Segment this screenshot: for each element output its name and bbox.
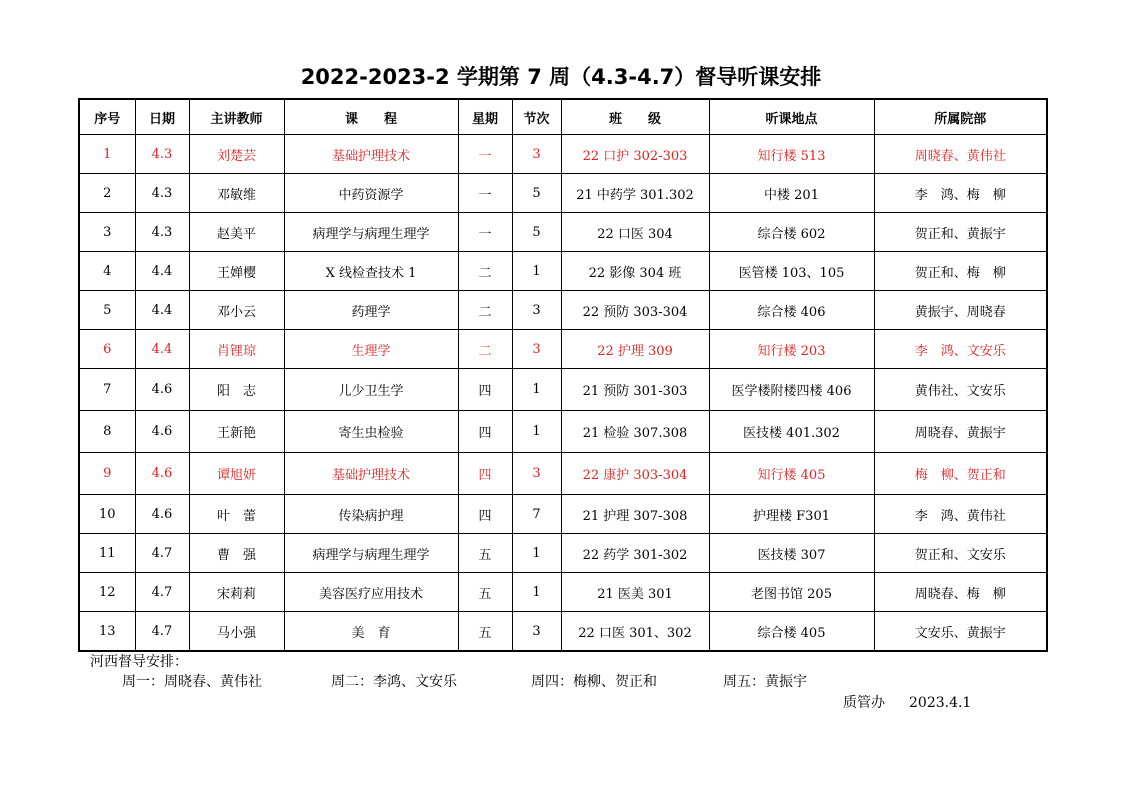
cell-department: 黄伟社、文安乐 <box>874 369 1047 411</box>
cell-weekday: 四 <box>458 495 512 534</box>
cell-department: 周晓春、黄伟社 <box>874 135 1047 174</box>
cell-class: 21 中药学 301.302 <box>561 174 709 213</box>
cell-weekday: 二 <box>458 291 512 330</box>
table-header-row <box>79 99 1047 135</box>
cell-date: 4.6 <box>135 369 189 411</box>
header-cell-date: 日期 <box>135 99 189 135</box>
cell-teacher: 王新艳 <box>189 411 284 453</box>
cell-location: 老图书馆 205 <box>709 573 874 612</box>
cell-location: 知行楼 405 <box>709 453 874 495</box>
cell-class: 22 口护 302-303 <box>561 135 709 174</box>
duty-monday: 周一：周晓春、黄伟社 <box>122 674 262 690</box>
cell-department: 李 鸿、梅 柳 <box>874 174 1047 213</box>
cell-teacher: 曹 强 <box>189 534 284 573</box>
cell-period: 3 <box>512 135 561 174</box>
table-row <box>79 453 1047 495</box>
cell-date: 4.3 <box>135 213 189 252</box>
supervision-notes <box>90 651 188 673</box>
cell-date: 4.6 <box>135 495 189 534</box>
signature-date: 2023.4.1 <box>909 695 972 711</box>
cell-index: 7 <box>79 369 135 411</box>
cell-index: 10 <box>79 495 135 534</box>
cell-date: 4.4 <box>135 330 189 369</box>
cell-period: 3 <box>512 330 561 369</box>
cell-weekday: 四 <box>458 453 512 495</box>
cell-weekday: 四 <box>458 369 512 411</box>
cell-period: 7 <box>512 495 561 534</box>
header-cell-course: 课 程 <box>284 99 458 135</box>
table-row <box>79 291 1047 330</box>
cell-location: 医技楼 401.302 <box>709 411 874 453</box>
cell-date: 4.6 <box>135 411 189 453</box>
header-cell-index: 序号 <box>79 99 135 135</box>
cell-location: 中楼 201 <box>709 174 874 213</box>
cell-location: 综合楼 405 <box>709 612 874 652</box>
cell-course: 基础护理技术 <box>284 453 458 495</box>
cell-weekday: 四 <box>458 411 512 453</box>
table-row <box>79 174 1047 213</box>
table-row <box>79 495 1047 534</box>
cell-class: 22 影像 304 班 <box>561 252 709 291</box>
cell-weekday: 一 <box>458 135 512 174</box>
cell-teacher: 邓小云 <box>189 291 284 330</box>
table-row <box>79 369 1047 411</box>
cell-class: 22 口医 301、302 <box>561 612 709 652</box>
cell-period: 1 <box>512 369 561 411</box>
cell-period: 3 <box>512 612 561 652</box>
cell-date: 4.7 <box>135 534 189 573</box>
cell-class: 22 康护 303-304 <box>561 453 709 495</box>
cell-course: 药理学 <box>284 291 458 330</box>
cell-class: 22 预防 303-304 <box>561 291 709 330</box>
header-cell-teacher: 主讲教师 <box>189 99 284 135</box>
table-row <box>79 135 1047 174</box>
cell-teacher: 肖锂琼 <box>189 330 284 369</box>
cell-location: 综合楼 602 <box>709 213 874 252</box>
table-row <box>79 411 1047 453</box>
cell-date: 4.4 <box>135 291 189 330</box>
cell-course: 病理学与病理生理学 <box>284 534 458 573</box>
cell-department: 周晓春、梅 柳 <box>874 573 1047 612</box>
cell-location: 知行楼 203 <box>709 330 874 369</box>
cell-teacher: 王婵樱 <box>189 252 284 291</box>
cell-date: 4.3 <box>135 174 189 213</box>
cell-class: 21 预防 301-303 <box>561 369 709 411</box>
cell-class: 22 护理 309 <box>561 330 709 369</box>
cell-date: 4.6 <box>135 453 189 495</box>
cell-index: 9 <box>79 453 135 495</box>
cell-date: 4.7 <box>135 612 189 652</box>
cell-date: 4.3 <box>135 135 189 174</box>
schedule-table <box>78 98 1048 652</box>
cell-course: 儿少卫生学 <box>284 369 458 411</box>
cell-location: 医学楼附楼四楼 406 <box>709 369 874 411</box>
schedule-body <box>79 135 1047 652</box>
cell-weekday: 一 <box>458 213 512 252</box>
cell-class: 22 口医 304 <box>561 213 709 252</box>
cell-weekday: 二 <box>458 330 512 369</box>
cell-index: 12 <box>79 573 135 612</box>
cell-teacher: 刘楚芸 <box>189 135 284 174</box>
cell-period: 1 <box>512 534 561 573</box>
cell-course: 美 育 <box>284 612 458 652</box>
cell-period: 1 <box>512 573 561 612</box>
duty-tuesday: 周二：李鸿、文安乐 <box>331 674 457 690</box>
cell-period: 5 <box>512 213 561 252</box>
cell-index: 6 <box>79 330 135 369</box>
cell-location: 医技楼 307 <box>709 534 874 573</box>
cell-department: 贺正和、梅 柳 <box>874 252 1047 291</box>
cell-weekday: 五 <box>458 534 512 573</box>
cell-course: 传染病护理 <box>284 495 458 534</box>
signature-block <box>843 692 971 714</box>
cell-index: 4 <box>79 252 135 291</box>
cell-period: 3 <box>512 291 561 330</box>
cell-index: 13 <box>79 612 135 652</box>
header-cell-class: 班 级 <box>561 99 709 135</box>
cell-location: 综合楼 406 <box>709 291 874 330</box>
cell-date: 4.4 <box>135 252 189 291</box>
cell-date: 4.7 <box>135 573 189 612</box>
cell-class: 22 药学 301-302 <box>561 534 709 573</box>
cell-period: 5 <box>512 174 561 213</box>
cell-index: 3 <box>79 213 135 252</box>
cell-index: 11 <box>79 534 135 573</box>
cell-location: 知行楼 513 <box>709 135 874 174</box>
table-row <box>79 252 1047 291</box>
cell-index: 5 <box>79 291 135 330</box>
cell-department: 周晓春、黄振宇 <box>874 411 1047 453</box>
table-row <box>79 213 1047 252</box>
header-cell-weekday: 星期 <box>458 99 512 135</box>
cell-class: 21 检验 307.308 <box>561 411 709 453</box>
header-cell-period: 节次 <box>512 99 561 135</box>
cell-department: 文安乐、黄振宇 <box>874 612 1047 652</box>
cell-index: 2 <box>79 174 135 213</box>
cell-class: 21 护理 307-308 <box>561 495 709 534</box>
cell-period: 3 <box>512 453 561 495</box>
cell-index: 8 <box>79 411 135 453</box>
cell-teacher: 叶 蕾 <box>189 495 284 534</box>
cell-department: 贺正和、文安乐 <box>874 534 1047 573</box>
cell-teacher: 马小强 <box>189 612 284 652</box>
cell-weekday: 五 <box>458 612 512 652</box>
cell-class: 21 医美 301 <box>561 573 709 612</box>
cell-teacher: 阳 志 <box>189 369 284 411</box>
cell-teacher: 赵美平 <box>189 213 284 252</box>
duty-friday: 周五：黄振宇 <box>723 674 807 690</box>
table-row <box>79 612 1047 652</box>
cell-location: 医管楼 103、105 <box>709 252 874 291</box>
cell-course: 寄生虫检验 <box>284 411 458 453</box>
notes-heading: 河西督导安排： <box>90 654 188 670</box>
cell-weekday: 二 <box>458 252 512 291</box>
cell-department: 贺正和、黄振宇 <box>874 213 1047 252</box>
cell-teacher: 谭旭妍 <box>189 453 284 495</box>
cell-course: 美容医疗应用技术 <box>284 573 458 612</box>
cell-weekday: 一 <box>458 174 512 213</box>
cell-period: 1 <box>512 411 561 453</box>
table-row <box>79 534 1047 573</box>
cell-course: 生理学 <box>284 330 458 369</box>
header-cell-location: 听课地点 <box>709 99 874 135</box>
cell-weekday: 五 <box>458 573 512 612</box>
signature-office: 质管办 <box>843 695 885 711</box>
cell-department: 李 鸿、黄伟社 <box>874 495 1047 534</box>
cell-department: 黄振宇、周晓春 <box>874 291 1047 330</box>
cell-course: X 线检查技术 1 <box>284 252 458 291</box>
cell-course: 病理学与病理生理学 <box>284 213 458 252</box>
page-title: 2022-2023-2 学期第 7 周（4.3-4.7）督导听课安排 <box>300 65 822 89</box>
cell-department: 梅 柳、贺正和 <box>874 453 1047 495</box>
cell-teacher: 宋莉莉 <box>189 573 284 612</box>
table-row <box>79 573 1047 612</box>
cell-period: 1 <box>512 252 561 291</box>
header-cell-department: 所属院部 <box>874 99 1047 135</box>
cell-teacher: 邓敏维 <box>189 174 284 213</box>
cell-course: 中药资源学 <box>284 174 458 213</box>
cell-department: 李 鸿、文安乐 <box>874 330 1047 369</box>
cell-index: 1 <box>79 135 135 174</box>
table-row <box>79 330 1047 369</box>
cell-course: 基础护理技术 <box>284 135 458 174</box>
duty-thursday: 周四：梅柳、贺正和 <box>531 674 657 690</box>
cell-location: 护理楼 F301 <box>709 495 874 534</box>
